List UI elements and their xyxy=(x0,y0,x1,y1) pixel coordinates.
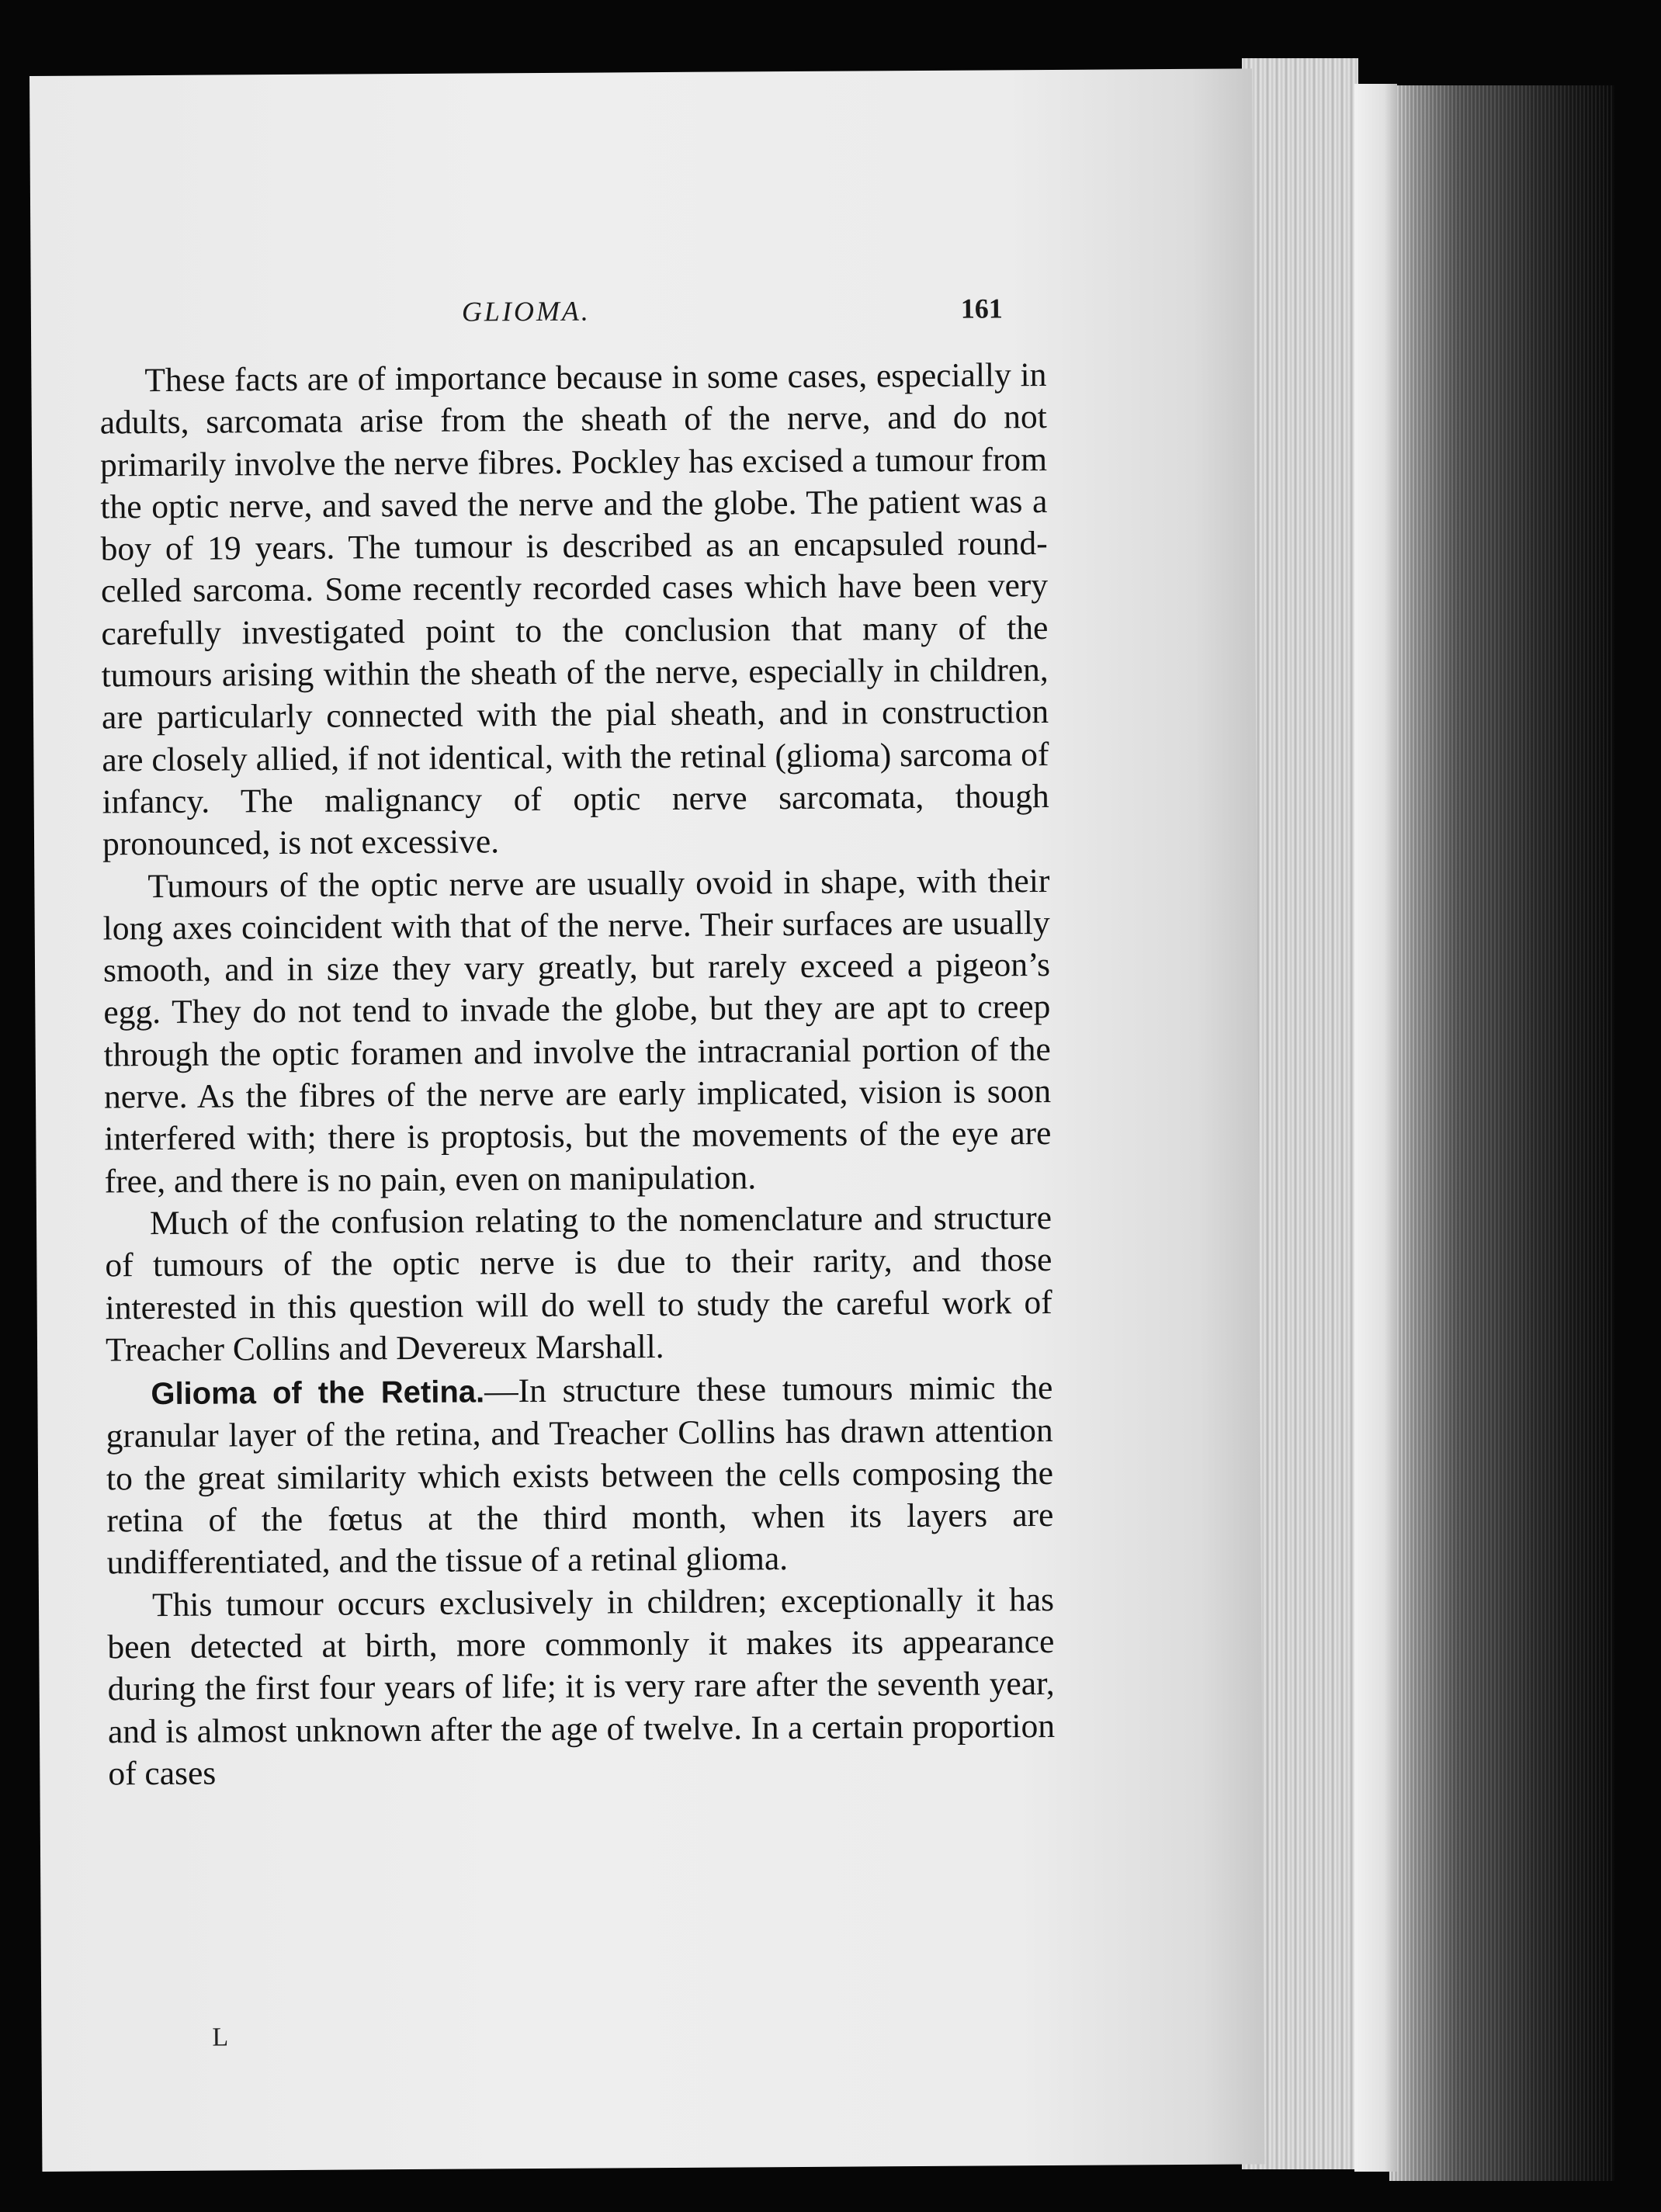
paragraph-2: Tumours of the optic nerve are usually ovoid in shape, with their long axes coincident with that of the nerve. Their surfaces are usually smooth, and in size they vary greatly, but rarely exceed a pigeon’s egg. They do not tend to invade the globe, but they are apt to creep through the optic foramen and involve the intracranial portion of the nerve. As the fibres of the nerve are early implicated, vision is soon interfered with; there is proptosis, but the movements of the eye are free, and there is no pain, even on manipulation. xyxy=(102,862,1052,1201)
section-heading: Glioma of the Retina. xyxy=(151,1375,485,1412)
paragraph-final: This tumour occurs exclusively in children; exceptionally it has been detected at birth, more commonly it makes its appearance during the first four years of life; it is very rare after the seventh year, and is almost unknown after the age of twelve. In a certain proportion of cases xyxy=(107,1580,1056,1793)
page-number: 161 xyxy=(960,293,1003,324)
body-text xyxy=(99,354,1055,1795)
running-title: GLIOMA. xyxy=(461,295,591,328)
paragraph-3: Much of the confusion relating to the nomenclature and structure of tumours of the optic nerve is due to their rarity, and those interested in this question will do well to study the careful work of Treacher Collins and Devereux Marshall. xyxy=(105,1198,1052,1369)
book-page xyxy=(29,68,1264,2172)
book-fore-edge xyxy=(1389,85,1614,2181)
running-header xyxy=(31,290,1254,337)
paragraph-1: These facts are of importance because in some cases, especially in adults, sarcomata arise from the sheath of the nerve, and do not primarily involve the nerve fibres. Pockley has excised a tumour from the optic nerve, and saved the nerve and the globe. The patient was a boy of 19 years. The tumour is described as an encapsuled round-celled sarcoma. Some recently recorded cases which have been very carefully investigated point to the conclusion that many of the tumours arising within the sheath of the nerve, especially in children, are particularly connected with the pial sheath, and in construction are closely allied, if not identical, with the retinal (glioma) sarcoma of infancy. The malignancy of optic nerve sarcomata, though pronounced, is not excessive. xyxy=(99,356,1049,863)
page-edges-inner xyxy=(1354,84,1397,2172)
section-paragraph xyxy=(106,1367,1054,1584)
section-text: —In structure these tumours mimic the granular layer of the retina, and Treacher Collins has drawn attention to the great similarity which exists between the cells composing the retina of the fœtus at the third month, when its layers are undifferentiated, and the tissue of a retinal glioma. xyxy=(106,1369,1054,1582)
signature-mark: L xyxy=(212,2023,229,2052)
